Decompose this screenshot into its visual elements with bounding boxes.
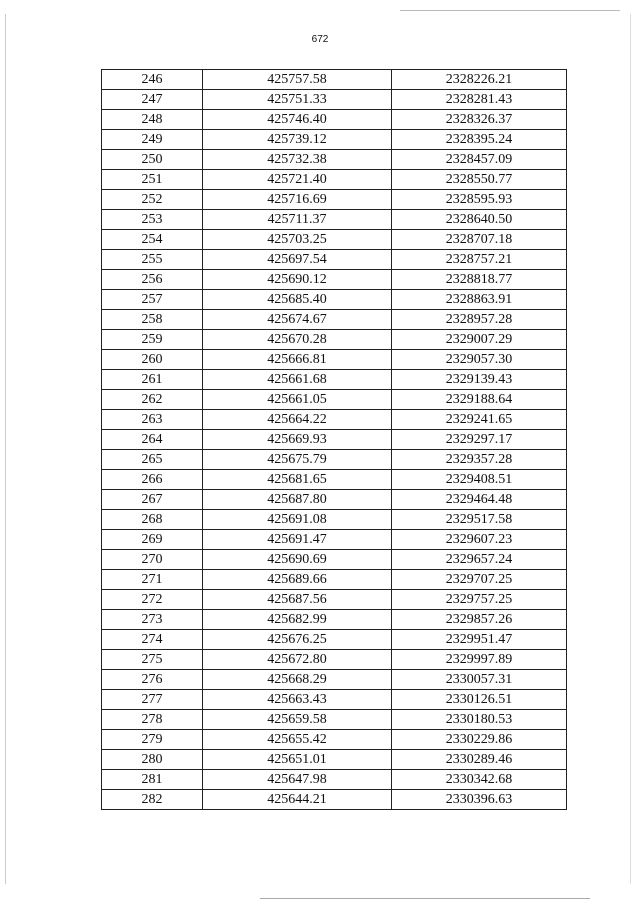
y-coordinate-cell: 2329857.26 [392,610,567,630]
x-coordinate-cell: 425685.40 [203,290,392,310]
table-row [102,590,567,610]
x-coordinate-cell: 425689.66 [203,570,392,590]
x-coordinate-cell: 425666.81 [203,350,392,370]
point-number-cell: 246 [102,70,203,90]
point-number-cell: 267 [102,490,203,510]
coordinates-table-body [102,70,567,810]
point-number-cell: 269 [102,530,203,550]
table-row [102,630,567,650]
y-coordinate-cell: 2330396.63 [392,790,567,810]
y-coordinate-cell: 2329607.23 [392,530,567,550]
x-coordinate-cell: 425681.65 [203,470,392,490]
y-coordinate-cell: 2329188.64 [392,390,567,410]
point-number-cell: 261 [102,370,203,390]
y-coordinate-cell: 2329241.65 [392,410,567,430]
point-number-cell: 268 [102,510,203,530]
y-coordinate-cell: 2329297.17 [392,430,567,450]
table-row [102,150,567,170]
point-number-cell: 281 [102,770,203,790]
y-coordinate-cell: 2328640.50 [392,210,567,230]
table-row [102,570,567,590]
table-row [102,750,567,770]
table-row [102,670,567,690]
point-number-cell: 259 [102,330,203,350]
table-row [102,390,567,410]
y-coordinate-cell: 2329757.25 [392,590,567,610]
y-coordinate-cell: 2330180.53 [392,710,567,730]
x-coordinate-cell: 425691.08 [203,510,392,530]
point-number-cell: 279 [102,730,203,750]
x-coordinate-cell: 425668.29 [203,670,392,690]
x-coordinate-cell: 425711.37 [203,210,392,230]
y-coordinate-cell: 2329951.47 [392,630,567,650]
y-coordinate-cell: 2328457.09 [392,150,567,170]
table-row [102,510,567,530]
coordinates-table [101,69,567,810]
x-coordinate-cell: 425721.40 [203,170,392,190]
point-number-cell: 270 [102,550,203,570]
table-row [102,210,567,230]
table-row [102,350,567,370]
point-number-cell: 262 [102,390,203,410]
x-coordinate-cell: 425746.40 [203,110,392,130]
x-coordinate-cell: 425676.25 [203,630,392,650]
point-number-cell: 264 [102,430,203,450]
table-row [102,710,567,730]
y-coordinate-cell: 2328595.93 [392,190,567,210]
y-coordinate-cell: 2328281.43 [392,90,567,110]
y-coordinate-cell: 2328863.91 [392,290,567,310]
y-coordinate-cell: 2329464.48 [392,490,567,510]
y-coordinate-cell: 2329657.24 [392,550,567,570]
point-number-cell: 247 [102,90,203,110]
point-number-cell: 282 [102,790,203,810]
point-number-cell: 254 [102,230,203,250]
point-number-cell: 275 [102,650,203,670]
table-row [102,450,567,470]
table-row [102,270,567,290]
x-coordinate-cell: 425690.12 [203,270,392,290]
x-coordinate-cell: 425691.47 [203,530,392,550]
y-coordinate-cell: 2329357.28 [392,450,567,470]
x-coordinate-cell: 425687.56 [203,590,392,610]
scan-edge-right [630,14,631,884]
table-row [102,90,567,110]
y-coordinate-cell: 2329997.89 [392,650,567,670]
x-coordinate-cell: 425732.38 [203,150,392,170]
point-number-cell: 249 [102,130,203,150]
scan-edge-bottom [260,898,590,899]
table-row [102,170,567,190]
point-number-cell: 273 [102,610,203,630]
x-coordinate-cell: 425661.05 [203,390,392,410]
x-coordinate-cell: 425703.25 [203,230,392,250]
y-coordinate-cell: 2328395.24 [392,130,567,150]
table-row [102,110,567,130]
x-coordinate-cell: 425687.80 [203,490,392,510]
table-row [102,790,567,810]
y-coordinate-cell: 2328707.18 [392,230,567,250]
y-coordinate-cell: 2329057.30 [392,350,567,370]
y-coordinate-cell: 2328818.77 [392,270,567,290]
x-coordinate-cell: 425670.28 [203,330,392,350]
table-row [102,250,567,270]
table-row [102,610,567,630]
table-row [102,310,567,330]
x-coordinate-cell: 425716.69 [203,190,392,210]
x-coordinate-cell: 425757.58 [203,70,392,90]
table-row [102,230,567,250]
point-number-cell: 258 [102,310,203,330]
point-number-cell: 248 [102,110,203,130]
point-number-cell: 265 [102,450,203,470]
scan-edge-left [5,14,6,884]
point-number-cell: 257 [102,290,203,310]
point-number-cell: 250 [102,150,203,170]
x-coordinate-cell: 425655.42 [203,730,392,750]
table-row [102,130,567,150]
y-coordinate-cell: 2329139.43 [392,370,567,390]
table-row [102,470,567,490]
x-coordinate-cell: 425663.43 [203,690,392,710]
y-coordinate-cell: 2328757.21 [392,250,567,270]
x-coordinate-cell: 425674.67 [203,310,392,330]
point-number-cell: 251 [102,170,203,190]
x-coordinate-cell: 425682.99 [203,610,392,630]
point-number-cell: 280 [102,750,203,770]
y-coordinate-cell: 2328226.21 [392,70,567,90]
table-row [102,690,567,710]
scan-edge-top [400,10,620,11]
table-row [102,290,567,310]
point-number-cell: 276 [102,670,203,690]
y-coordinate-cell: 2329517.58 [392,510,567,530]
point-number-cell: 263 [102,410,203,430]
point-number-cell: 255 [102,250,203,270]
x-coordinate-cell: 425675.79 [203,450,392,470]
table-row [102,770,567,790]
y-coordinate-cell: 2330342.68 [392,770,567,790]
y-coordinate-cell: 2329707.25 [392,570,567,590]
x-coordinate-cell: 425644.21 [203,790,392,810]
y-coordinate-cell: 2330057.31 [392,670,567,690]
table-row [102,370,567,390]
point-number-cell: 266 [102,470,203,490]
point-number-cell: 271 [102,570,203,590]
point-number-cell: 274 [102,630,203,650]
table-row [102,550,567,570]
x-coordinate-cell: 425690.69 [203,550,392,570]
y-coordinate-cell: 2328550.77 [392,170,567,190]
y-coordinate-cell: 2329007.29 [392,330,567,350]
point-number-cell: 260 [102,350,203,370]
x-coordinate-cell: 425647.98 [203,770,392,790]
table-row [102,190,567,210]
table-row [102,410,567,430]
point-number-cell: 253 [102,210,203,230]
point-number-cell: 272 [102,590,203,610]
x-coordinate-cell: 425659.58 [203,710,392,730]
table-row [102,490,567,510]
page-number: 672 [311,34,329,45]
point-number-cell: 252 [102,190,203,210]
table-row [102,730,567,750]
point-number-cell: 277 [102,690,203,710]
table-row [102,530,567,550]
y-coordinate-cell: 2329408.51 [392,470,567,490]
point-number-cell: 256 [102,270,203,290]
y-coordinate-cell: 2330289.46 [392,750,567,770]
table-row [102,430,567,450]
y-coordinate-cell: 2328326.37 [392,110,567,130]
x-coordinate-cell: 425651.01 [203,750,392,770]
y-coordinate-cell: 2328957.28 [392,310,567,330]
y-coordinate-cell: 2330229.86 [392,730,567,750]
x-coordinate-cell: 425751.33 [203,90,392,110]
x-coordinate-cell: 425669.93 [203,430,392,450]
table-row [102,650,567,670]
table-row [102,330,567,350]
table-row [102,70,567,90]
x-coordinate-cell: 425697.54 [203,250,392,270]
point-number-cell: 278 [102,710,203,730]
x-coordinate-cell: 425664.22 [203,410,392,430]
x-coordinate-cell: 425672.80 [203,650,392,670]
x-coordinate-cell: 425739.12 [203,130,392,150]
y-coordinate-cell: 2330126.51 [392,690,567,710]
x-coordinate-cell: 425661.68 [203,370,392,390]
